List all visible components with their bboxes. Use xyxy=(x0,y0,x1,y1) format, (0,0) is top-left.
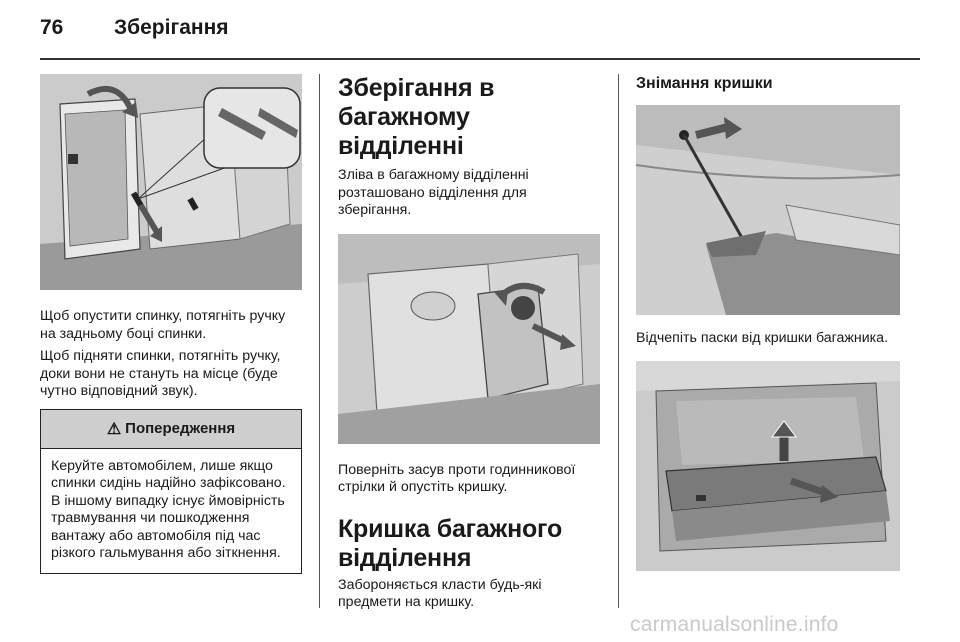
paragraph-detach-straps: Відчепіть паски від кришки багажника. xyxy=(636,330,889,346)
column-2 xyxy=(338,74,600,612)
page-number: 76 xyxy=(40,16,64,39)
tailgate-strap-illustration xyxy=(636,105,900,315)
paragraph-turn-latch: Поверніть засув проти годинникової стрілки й опустіть кришку. xyxy=(338,461,576,495)
watermark: carmanualsonline.info xyxy=(630,613,839,636)
heading-cargo-storage: Зберігання в багажному відділенні xyxy=(338,74,495,160)
paragraph-lower-seatback: Щоб опустити спинку, потягніть ручку на задньому боці спинки. xyxy=(40,308,286,342)
section-title: Зберігання xyxy=(114,16,229,39)
warning-triangle-icon: ⚠ xyxy=(106,420,122,438)
column-divider-2 xyxy=(618,74,619,608)
column-3 xyxy=(636,74,900,571)
column-1 xyxy=(40,74,302,574)
heading-load-cover: Кришка багажного відділення xyxy=(338,514,563,572)
storage-compartment-illustration xyxy=(338,234,600,444)
heading-remove-cover: Знімання кришки xyxy=(636,75,773,92)
warning-text: Керуйте автомобілем, лише якщо спинки сидінь надійно зафіксовано. В іншому випадку існує ймовірність травмування чи пошкодження вантажу або автомобіля під час різкого гальмування або зіткнення. xyxy=(51,457,286,561)
warning-title: Попередження xyxy=(125,420,236,437)
seatback-release-illustration xyxy=(40,74,302,290)
warning-header xyxy=(41,410,301,449)
header-rule xyxy=(40,58,920,60)
column-divider-1 xyxy=(319,74,320,608)
paragraph-storage-location: Зліва в багажному відділенні розташовано відділення для зберігання. xyxy=(338,167,529,218)
warning-box xyxy=(40,409,302,574)
paragraph-cover-prohibition: Забороняється класти будь-які предмети на кришку. xyxy=(338,576,542,610)
paragraph-raise-seatback: Щоб підняти спинки, потягніть ручку, доки вони не стануть на місце (буде чутно відповідний звук). xyxy=(40,348,281,399)
remove-cover-illustration xyxy=(636,361,900,571)
